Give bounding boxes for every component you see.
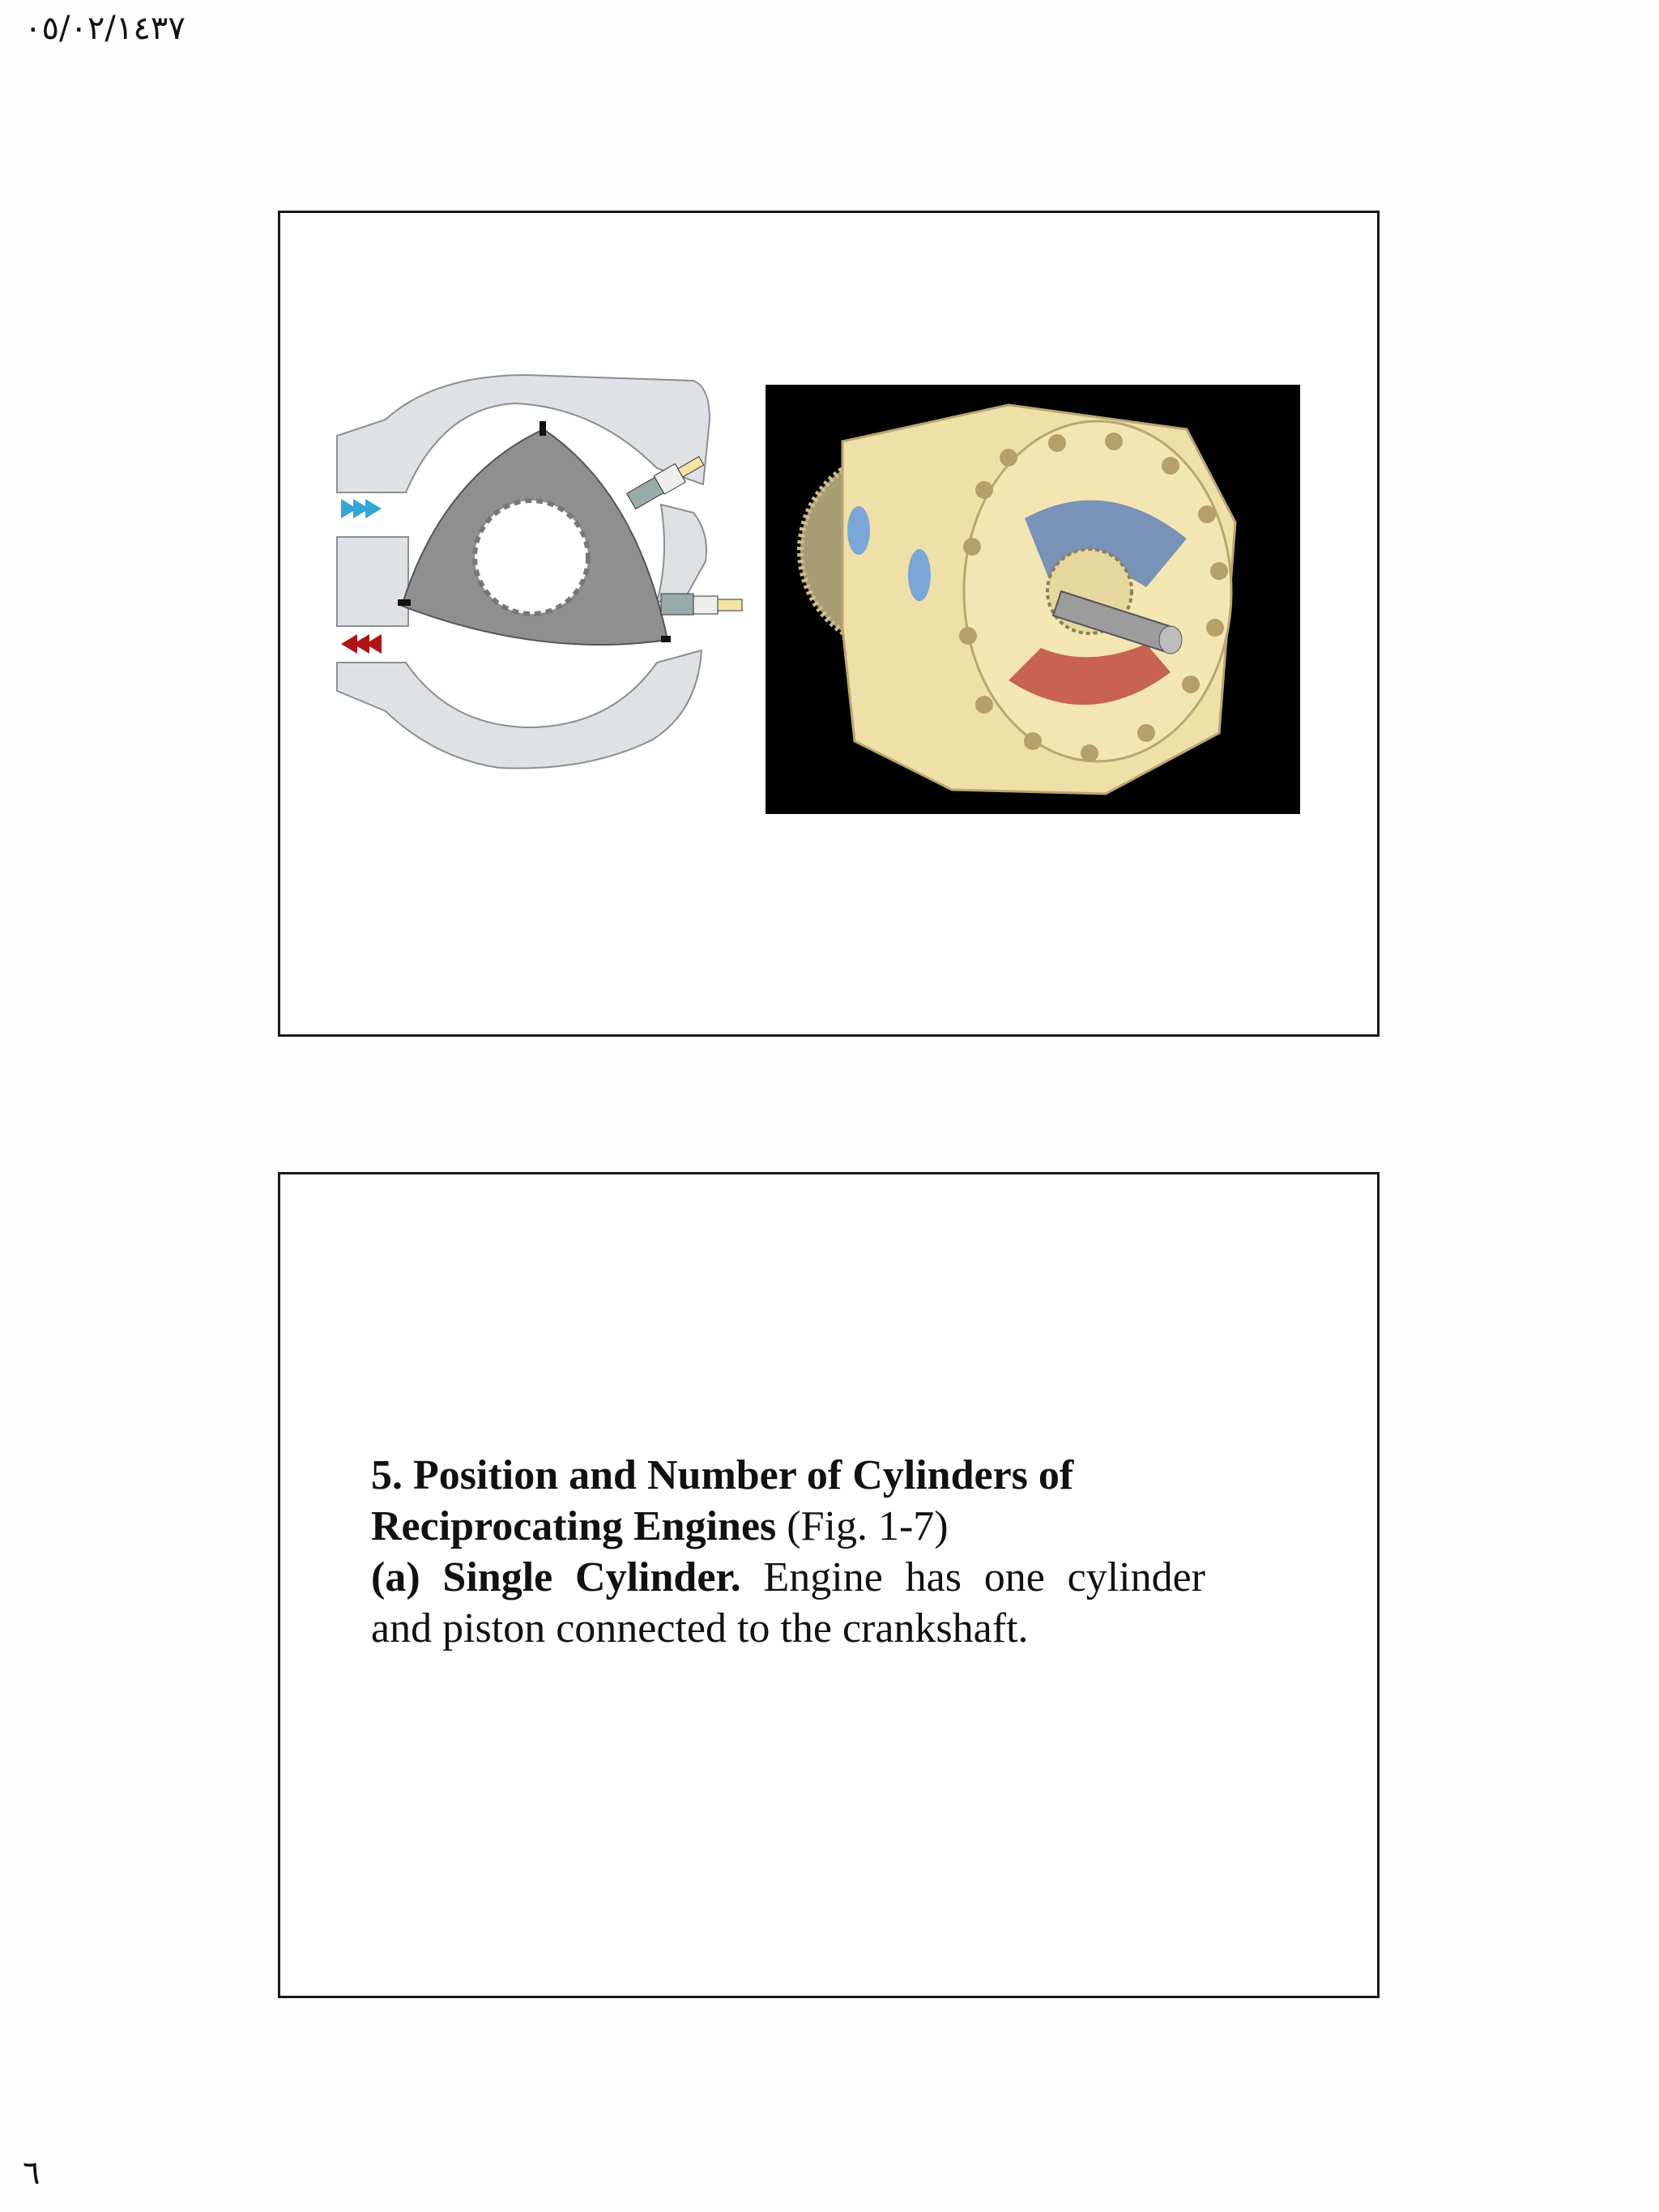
- engine-housing-lower: [337, 650, 702, 769]
- apex-seal: [539, 421, 546, 436]
- slide-rotary-engine: [278, 211, 1380, 1037]
- housing-port-block: [337, 537, 408, 626]
- rotary-engine-diagram: [329, 371, 750, 776]
- heading-line-2: [371, 1501, 1205, 1552]
- item-line-1: [371, 1552, 1205, 1603]
- apex-seal: [661, 636, 671, 642]
- heading-bold: Reciprocating Engines: [371, 1503, 777, 1549]
- slide-cylinders: [278, 1172, 1380, 1998]
- item-text: Engine has one cylinder: [740, 1554, 1206, 1600]
- rotor-gear: [475, 501, 588, 614]
- intake-arrow: [341, 499, 382, 518]
- spark-plug-lower: [661, 594, 742, 615]
- heading-line-1: [371, 1450, 1205, 1501]
- apex-seal: [398, 599, 411, 606]
- page-number: ٦: [23, 2154, 41, 2192]
- exhaust-arrow: [341, 634, 382, 654]
- block-window: [847, 506, 870, 555]
- engine-housing-right: [657, 505, 706, 602]
- item-label: (a) Single Cylinder.: [371, 1554, 741, 1600]
- block-window: [908, 549, 931, 601]
- heading-bold: 5. Position and Number of Cylinders of: [371, 1452, 1074, 1498]
- rotary-engine-render: [766, 385, 1300, 814]
- page-date: ٠٥/٠٢/١٤٣٧: [24, 10, 186, 47]
- slide-text: [371, 1450, 1205, 1654]
- item-line-2: and piston connected to the crankshaft.: [371, 1605, 1029, 1652]
- figure-reference: (Fig. 1-7): [776, 1503, 949, 1549]
- shaft-end: [1159, 626, 1182, 654]
